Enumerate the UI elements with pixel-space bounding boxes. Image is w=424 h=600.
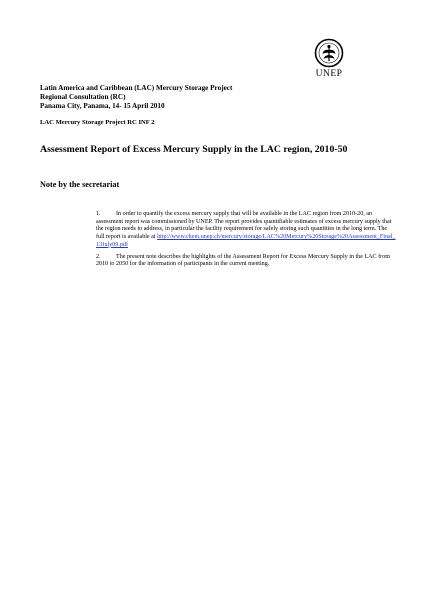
- consultation-name: Regional Consultation (RC): [40, 93, 126, 101]
- logo-text: UNEP: [315, 69, 343, 79]
- document-body: [96, 211, 396, 273]
- unep-emblem-icon: [314, 38, 344, 68]
- project-name: Latin America and Caribbean (LAC) Mercury Storage Project: [40, 84, 233, 92]
- document-reference: LAC Mercury Storage Project RC INF 2: [40, 119, 155, 126]
- meeting-header: [40, 84, 232, 111]
- note-heading: Note by the secretariat: [40, 180, 120, 189]
- report-link[interactable]: http://www.chem.unep.ch/mercury/storage/LAC%20Mercury%20Storage%20Assessment_Final_13July09.pdf: [96, 234, 396, 248]
- paragraph-number: 1.: [96, 211, 101, 217]
- paragraph-text: The present note describes the highlights of the Assessment Report for Excess Mercury Supply in the LAC from 2010 to 2050 for the information of participants in the current meeting.: [96, 253, 390, 268]
- paragraph-1: [96, 211, 396, 250]
- unep-logo: [304, 38, 354, 79]
- meeting-place-date: Panama City, Panama, 14- 15 April 2010: [40, 102, 165, 110]
- paragraph-2: [96, 254, 396, 269]
- paragraph-text: In order to quantify the excess mercury supply that will be available in the LAC region from 2010-20, an assessment report was commissioned by UNEP. The report provides quantifiable estimates of excess mercury supply that the region needs to address, in particular the facility requirement for safely storing such quantities in the long term. The full report is available at: [96, 211, 392, 241]
- document-title: Assessment Report of Excess Mercury Supply in the LAC region, 2010-50: [40, 144, 348, 155]
- paragraph-number: 2.: [96, 253, 101, 260]
